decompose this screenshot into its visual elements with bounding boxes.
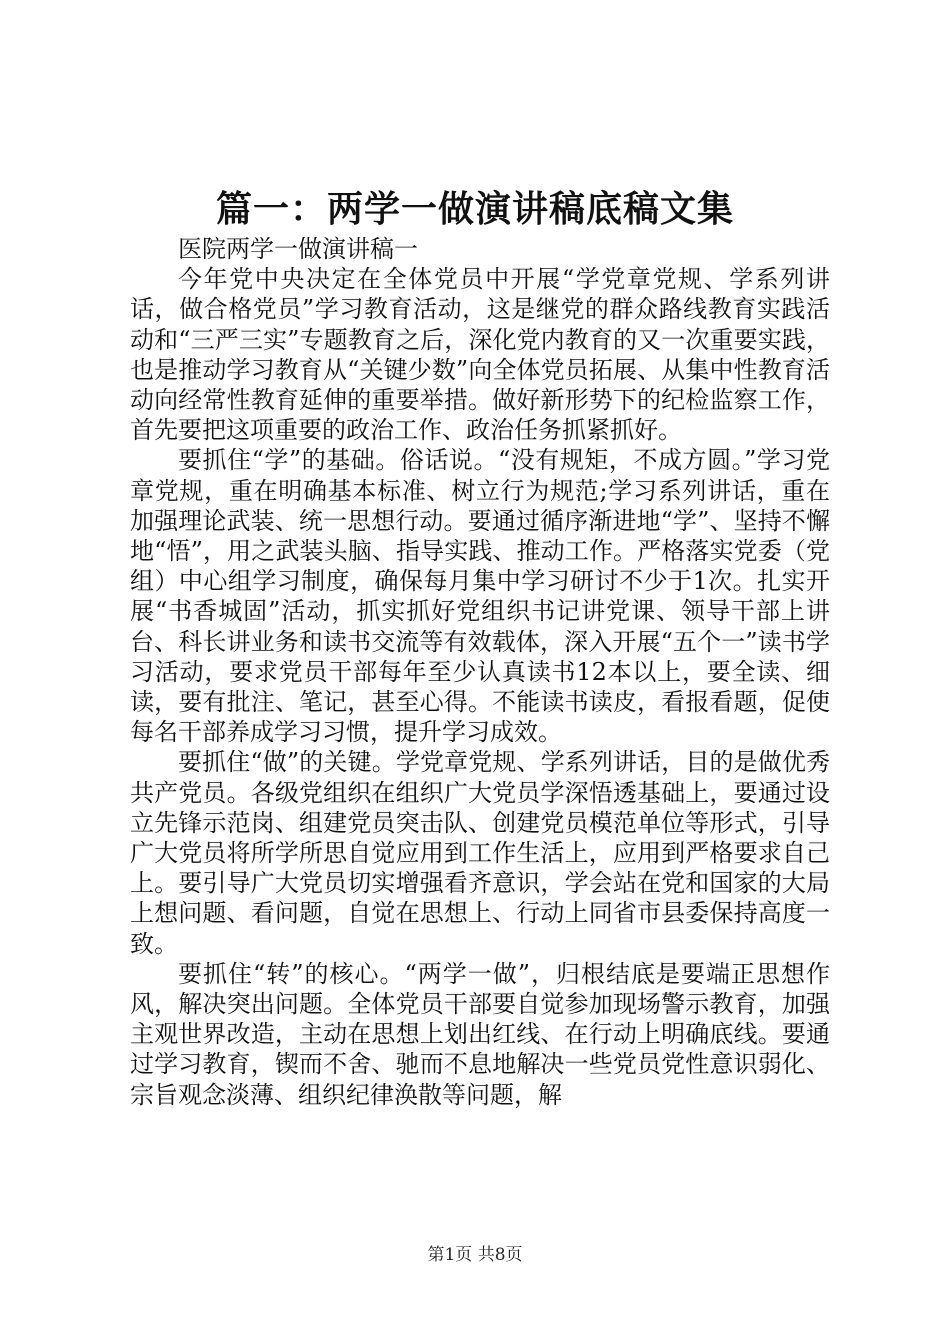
document-body bbox=[130, 234, 830, 1110]
paragraph: 要抓住“做”的关键。学党章党规、学系列讲话，目的是做优秀共产党员。各级党组织在组织广大党员学深悟透基础上，要通过设立先锋示范岗、组建党员突击队、创建党员模范单位等形式，引导广大党员将所学所思自觉应用到工作生活上，应用到严格要求自己上。要引导广大党员切实增强看齐意识，学会站在党和国家的大局上想问题、看问题，自觉在思想上、行动上同省市县委保持高度一致。 bbox=[130, 748, 830, 958]
document-subtitle: 医院两学一做演讲稿一 bbox=[178, 235, 418, 263]
paragraph: 要抓住“转”的核心。“两学一做”，归根结底是要端正思想作风，解决突出问题。全体党员干部要自觉参加现场警示教育，加强主观世界改造，主动在思想上划出红线、在行动上明确底线。要通过学习教育，锲而不舍、驰而不息地解决一些党员党性意识弱化、宗旨观念淡薄、组织纪律涣散等问题，解 bbox=[130, 959, 830, 1109]
page-footer: 第1页 共8页 bbox=[427, 1245, 523, 1265]
paragraph: 今年党中央决定在全体党员中开展“学党章党规、学系列讲话，做合格党员”学习教育活动，这是继党的群众路线教育实践活动和“三严三实”专题教育之后，深化党内教育的又一次重要实践，也是推动学习教育从“关键少数”向全体党员拓展、从集中性教育活动向经常性教育延伸的重要举措。做好新形势下的纪检监察工作，首先要把这项重要的政治工作、政治任务抓紧抓好。 bbox=[130, 265, 830, 445]
document-title: 篇一：两学一做演讲稿底稿文集 bbox=[215, 188, 734, 230]
paragraph: 要抓住“学”的基础。俗话说。“没有规矩，不成方圆。”学习党章党规，重在明确基本标准、树立行为规范;学习系列讲话，重在加强理论武装、统一思想行动。要通过循序渐进地“学”、坚持不懈地“悟”，用之武装头脑、指导实践、推动工作。严格落实党委（党组）中心组学习制度，确保每月集中学习研讨不少于1次。扎实开展“书香城固”活动，抓实抓好党组织书记讲党课、领导干部上讲台、科长讲业务和读书交流等有效载体，深入开展“五个一”读书学习活动，要求党员干部每年至少认真读书12本以上，要全读、细读，要有批注、笔记，甚至心得。不能读书读皮，看报看题，促使每名干部养成学习习惯，提升学习成效。 bbox=[130, 446, 830, 747]
